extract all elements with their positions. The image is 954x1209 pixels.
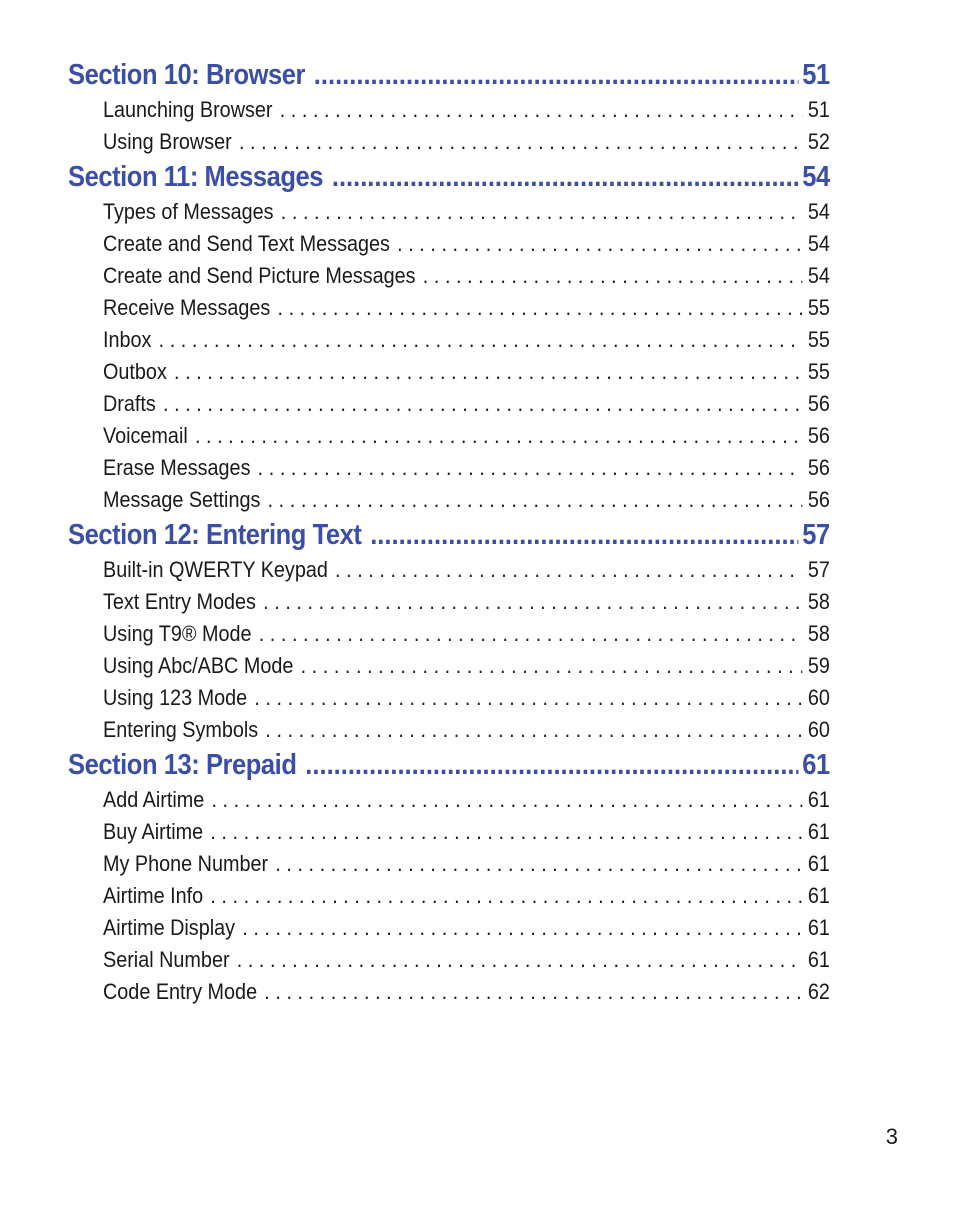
section-heading-link[interactable]	[68, 56, 830, 94]
toc-entry[interactable]	[103, 880, 830, 912]
dot-leader	[265, 714, 802, 746]
toc-entry[interactable]	[103, 816, 830, 848]
table-of-contents	[68, 56, 830, 1008]
section-heading-link[interactable]	[68, 746, 830, 784]
page-number: 3	[885, 1124, 898, 1149]
toc-entry[interactable]	[103, 554, 830, 586]
dot-leader	[277, 292, 802, 324]
entry-page-number: 58	[807, 621, 830, 646]
section-title: Section 12: Entering Text	[68, 519, 362, 551]
entry-page-number: 60	[807, 685, 830, 710]
section-title: Section 10: Browser	[68, 59, 306, 91]
dot-leader	[314, 56, 799, 94]
section-title: Section 11: Messages	[68, 161, 324, 193]
toc-section-entering-text	[68, 516, 830, 746]
toc-entry[interactable]	[103, 196, 830, 228]
entry-page-number: 61	[807, 883, 830, 908]
entry-page-number: 57	[807, 557, 830, 582]
entry-page-number: 61	[807, 787, 830, 812]
dot-leader	[210, 880, 802, 912]
entry-title: Airtime Info	[103, 883, 204, 908]
entry-page-number: 55	[807, 295, 830, 320]
entry-page-number: 54	[807, 263, 830, 288]
toc-entry[interactable]	[103, 292, 830, 324]
entry-page-number: 61	[807, 851, 830, 876]
dot-leader	[254, 682, 802, 714]
dot-leader	[305, 746, 798, 784]
toc-entry[interactable]	[103, 976, 830, 1008]
toc-entry[interactable]	[103, 324, 830, 356]
toc-entry[interactable]	[103, 94, 830, 126]
dot-leader	[275, 848, 802, 880]
toc-entry[interactable]	[103, 650, 830, 682]
entry-title: Drafts	[103, 391, 156, 416]
section-entries	[68, 196, 830, 516]
dot-leader	[281, 196, 803, 228]
section-title: Section 13: Prepaid	[68, 749, 297, 781]
toc-entry[interactable]	[103, 260, 830, 292]
toc-entry[interactable]	[103, 356, 830, 388]
dot-leader	[423, 260, 803, 292]
toc-entry[interactable]	[103, 126, 830, 158]
entry-page-number: 60	[807, 717, 830, 742]
entry-title: Text Entry Modes	[103, 589, 256, 614]
entry-title: Inbox	[103, 327, 152, 352]
entry-title: Add Airtime	[103, 787, 205, 812]
entry-title: Using Abc/ABC Mode	[103, 653, 294, 678]
section-entries	[68, 554, 830, 746]
entry-page-number: 61	[807, 819, 830, 844]
section-heading-link[interactable]	[68, 158, 830, 196]
entry-title: Using Browser	[103, 129, 232, 154]
entry-page-number: 54	[807, 199, 830, 224]
entry-title: Outbox	[103, 359, 167, 384]
entry-page-number: 56	[807, 391, 830, 416]
entry-page-number: 54	[807, 231, 830, 256]
toc-section-browser	[68, 56, 830, 158]
toc-section-messages	[68, 158, 830, 516]
entry-title: Receive Messages	[103, 295, 271, 320]
entry-page-number: 56	[807, 487, 830, 512]
entry-title: Create and Send Text Messages	[103, 231, 390, 256]
entry-title: Voicemail	[103, 423, 188, 448]
entry-title: Using 123 Mode	[103, 685, 248, 710]
entry-page-number: 58	[807, 589, 830, 614]
entry-page-number: 51	[807, 97, 830, 122]
dot-leader	[242, 912, 802, 944]
dot-leader	[174, 356, 802, 388]
dot-leader	[335, 554, 802, 586]
dot-leader	[159, 324, 803, 356]
section-entries	[68, 784, 830, 1008]
toc-entry[interactable]	[103, 784, 830, 816]
entry-title: Message Settings	[103, 487, 261, 512]
dot-leader	[237, 944, 803, 976]
dot-leader	[268, 484, 803, 516]
entry-page-number: 62	[807, 979, 830, 1004]
dot-leader	[263, 586, 802, 618]
dot-leader	[195, 420, 803, 452]
dot-leader	[264, 976, 802, 1008]
entry-title: Launching Browser	[103, 97, 273, 122]
section-page-number: 51	[802, 59, 830, 91]
toc-entry[interactable]	[103, 388, 830, 420]
dot-leader	[301, 650, 803, 682]
dot-leader	[280, 94, 803, 126]
entry-title: Create and Send Picture Messages	[103, 263, 416, 288]
dot-leader	[370, 516, 799, 554]
entry-page-number: 56	[807, 455, 830, 480]
dot-leader	[239, 126, 803, 158]
entry-page-number: 52	[807, 129, 830, 154]
entry-page-number: 55	[807, 327, 830, 352]
section-page-number: 61	[802, 749, 830, 781]
entry-title: My Phone Number	[103, 851, 269, 876]
entry-page-number: 61	[807, 915, 830, 940]
section-page-number: 57	[802, 519, 830, 551]
entry-title: Built-in QWERTY Keypad	[103, 557, 328, 582]
entry-title: Types of Messages	[103, 199, 274, 224]
section-entries	[68, 94, 830, 158]
entry-title: Airtime Display	[103, 915, 236, 940]
entry-page-number: 56	[807, 423, 830, 448]
toc-entry[interactable]	[103, 714, 830, 746]
dot-leader	[397, 228, 802, 260]
dot-leader	[211, 784, 802, 816]
entry-page-number: 61	[807, 947, 830, 972]
entry-title: Erase Messages	[103, 455, 251, 480]
toc-entry[interactable]	[103, 452, 830, 484]
dot-leader	[258, 452, 803, 484]
entry-title: Using T9® Mode	[103, 621, 252, 646]
toc-section-prepaid	[68, 746, 830, 1008]
dot-leader	[163, 388, 802, 420]
dot-leader	[332, 158, 799, 196]
dot-leader	[259, 618, 803, 650]
entry-title: Buy Airtime	[103, 819, 204, 844]
entry-title: Serial Number	[103, 947, 230, 972]
entry-title: Code Entry Mode	[103, 979, 258, 1004]
toc-entry[interactable]	[103, 682, 830, 714]
entry-page-number: 59	[807, 653, 830, 678]
toc-entry[interactable]	[103, 228, 830, 260]
toc-entry[interactable]	[103, 420, 830, 452]
toc-entry[interactable]	[103, 912, 830, 944]
section-page-number: 54	[802, 161, 830, 193]
toc-entry[interactable]	[103, 484, 830, 516]
entry-title: Entering Symbols	[103, 717, 259, 742]
section-heading-link[interactable]	[68, 516, 830, 554]
toc-entry[interactable]	[103, 618, 830, 650]
dot-leader	[210, 816, 802, 848]
toc-entry[interactable]	[103, 944, 830, 976]
toc-entry[interactable]	[103, 848, 830, 880]
entry-page-number: 55	[807, 359, 830, 384]
toc-entry[interactable]	[103, 586, 830, 618]
